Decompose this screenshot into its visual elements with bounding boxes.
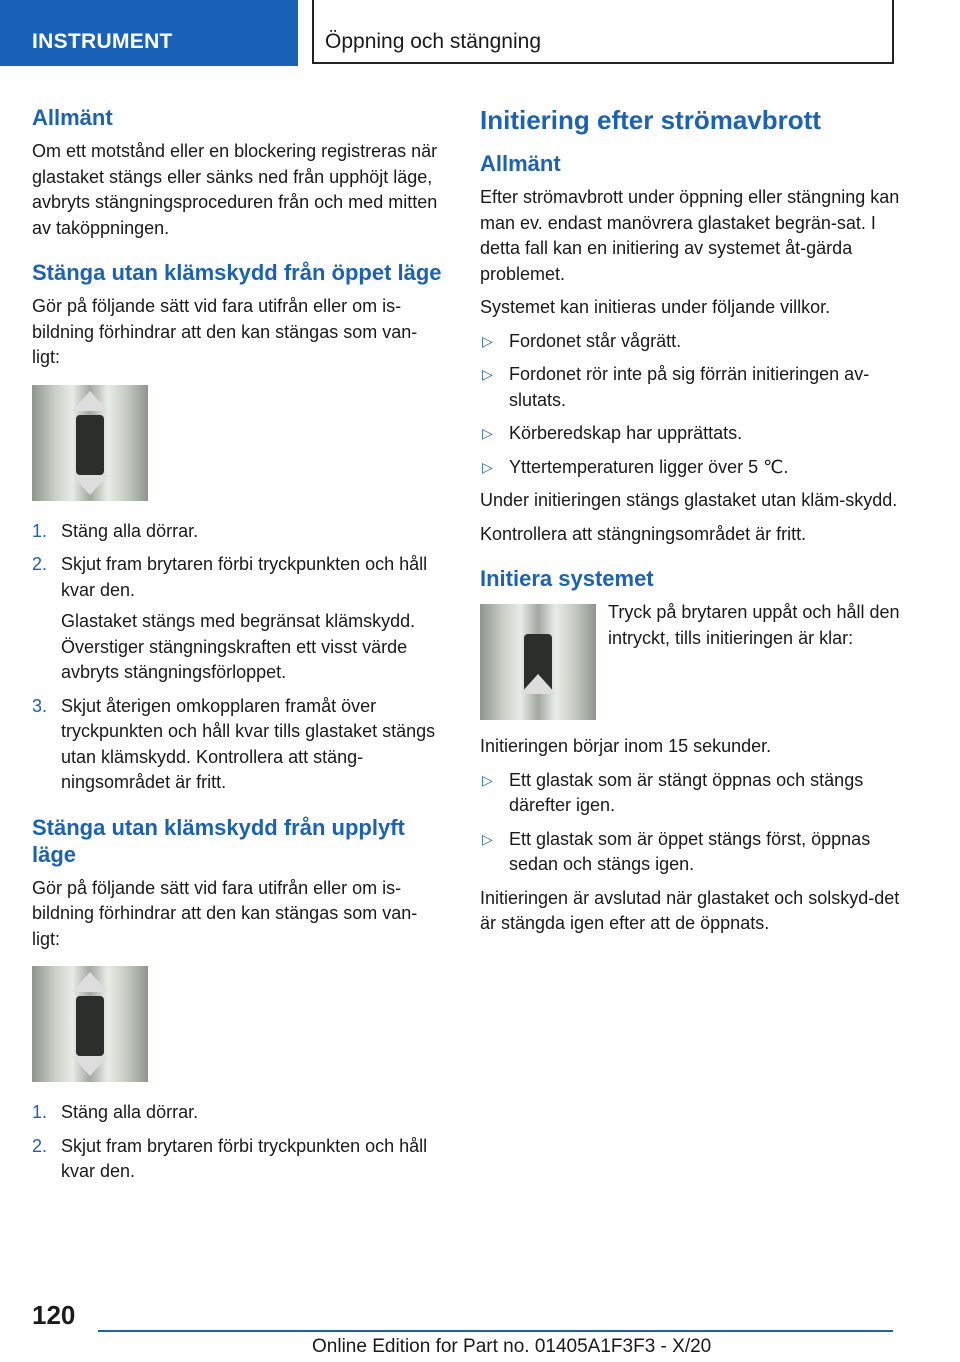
- right-column: [480, 104, 900, 945]
- step-number: 2.: [32, 554, 48, 574]
- step-text: Skjut återigen omkopplaren framåt över tryckpunkten och håll kvar tills glastaket stängs utan klämskydd. Kontrollera att stäng-ningsområdet är fritt.: [61, 695, 436, 792]
- steps-close-from-raised: [32, 1100, 442, 1185]
- step-text: Stäng alla dörrar.: [61, 520, 199, 541]
- condition-text: Fordonet står vågrätt.: [509, 330, 682, 351]
- paragraph-init-2: Systemet kan initieras under följande villkor.: [480, 297, 831, 317]
- init-figure-row: [480, 600, 900, 720]
- list-item: [480, 329, 900, 355]
- result-text: Ett glastak som är stängt öppnas och stängs därefter igen.: [509, 769, 864, 815]
- heading-initialization: Initiering efter strömavbrott: [480, 105, 821, 135]
- step-number: 2.: [32, 1135, 48, 1156]
- left-column: [32, 104, 442, 1193]
- heading-init-system: Initiera systemet: [480, 566, 654, 591]
- triangle-bullet-icon: ▷: [482, 771, 493, 788]
- steps-close-from-open: [32, 519, 442, 796]
- arrow-up-icon: [72, 972, 108, 992]
- triangle-bullet-icon: ▷: [482, 332, 493, 349]
- step-text: Skjut fram brytaren förbi tryckpunkten och håll kvar den.: [61, 554, 428, 600]
- result-text: Ett glastak som är öppet stängs först, öppnas sedan och stängs igen.: [509, 828, 871, 874]
- paragraph-init-1: Efter strömavbrott under öppning eller stängning kan man ev. endast manövrera glastaket begrän-sat. I detta fall kan en initiering av systemet åt-gärda problemet.: [480, 187, 900, 284]
- heading-close-from-raised: Stänga utan klämskydd från upplyft läge: [32, 814, 405, 867]
- step-note: Glastaket stängs med begränsat klämskydd. Överstiger stängningskraften ett visst värde avbryts stängningsförloppet.: [61, 611, 416, 682]
- page-number: 120: [32, 1300, 76, 1330]
- condition-text: Fordonet rör inte på sig förrän initieringen av-slutats.: [509, 364, 870, 410]
- section-label: INSTRUMENT: [32, 30, 173, 53]
- list-item: [32, 519, 442, 545]
- triangle-bullet-icon: ▷: [482, 830, 493, 847]
- paragraph-close-from-open: Gör på följande sätt vid fara utifrån eller om is-bildning förhindrar att den kan stängas som van-ligt:: [32, 296, 418, 367]
- triangle-bullet-icon: ▷: [482, 425, 493, 441]
- condition-text: Körberedskap har upprättats.: [509, 423, 743, 443]
- paragraph-general: Om ett motstånd eller en blockering registreras när glastaket stängs eller sänks ned från upphöjt läge, avbryts stängningsproceduren från och med mitten av taköppningen.: [32, 141, 438, 238]
- list-item: [32, 694, 442, 796]
- arrow-up-icon: [72, 391, 108, 411]
- list-item: [32, 1134, 442, 1185]
- paragraph-init-6: Initieringen är avslutad när glastaket och solskyd-det är stängda igen efter att de öppnats.: [480, 887, 900, 933]
- switch-icon: [76, 996, 104, 1056]
- list-item: [480, 455, 900, 481]
- chapter-header: [312, 0, 894, 64]
- paragraph-init-3: Under initieringen stängs glastaket utan kläm-skydd.: [480, 490, 898, 510]
- footer-divider: [98, 1330, 893, 1332]
- arrow-up-icon: [520, 674, 556, 694]
- triangle-bullet-icon: ▷: [482, 458, 493, 475]
- list-item: [480, 827, 900, 878]
- paragraph-init-4: Kontrollera att stängningsområdet är fritt.: [480, 523, 807, 544]
- list-item: [480, 362, 900, 413]
- list-item: [32, 552, 442, 686]
- heading-general-right: Allmänt: [480, 151, 561, 176]
- roof-switch-figure: [32, 966, 148, 1082]
- list-item: [480, 768, 900, 819]
- paragraph-close-from-raised: Gör på följande sätt vid fara utifrån eller om is-bildning förhindrar att den kan stängas som van-ligt:: [32, 877, 418, 949]
- step-text: Skjut fram brytaren förbi tryckpunkten och håll kvar den.: [61, 1135, 428, 1181]
- condition-text: Yttertemperaturen ligger över 5 ℃.: [509, 456, 789, 477]
- triangle-bullet-icon: ▷: [482, 366, 493, 382]
- step-number: 3.: [32, 695, 48, 716]
- arrow-down-icon: [72, 475, 108, 495]
- paragraph-init-5: Initieringen börjar inom 15 sekunder.: [480, 736, 772, 756]
- section-tab: [0, 0, 298, 66]
- arrow-down-icon: [72, 1056, 108, 1076]
- paragraph-init-system: Tryck på brytaren uppåt och håll den intryckt, tills initieringen är klar:: [608, 602, 900, 648]
- step-number: 1.: [32, 520, 48, 541]
- roof-switch-figure: [480, 604, 596, 720]
- roof-switch-figure: [32, 385, 148, 501]
- list-item: [480, 421, 900, 447]
- list-item: [32, 1100, 442, 1126]
- heading-general: Allmänt: [32, 105, 113, 130]
- results-list: [480, 768, 900, 878]
- step-text: Stäng alla dörrar.: [61, 1102, 199, 1122]
- heading-close-from-open: Stänga utan klämskydd från öppet läge: [32, 260, 442, 285]
- switch-icon: [76, 415, 104, 475]
- footer-edition: Online Edition for Part no. 01405A1F3F3 - X/20: [312, 1336, 712, 1357]
- step-number: 1.: [32, 1102, 48, 1122]
- conditions-list: [480, 329, 900, 481]
- chapter-title: Öppning och stängning: [325, 30, 541, 53]
